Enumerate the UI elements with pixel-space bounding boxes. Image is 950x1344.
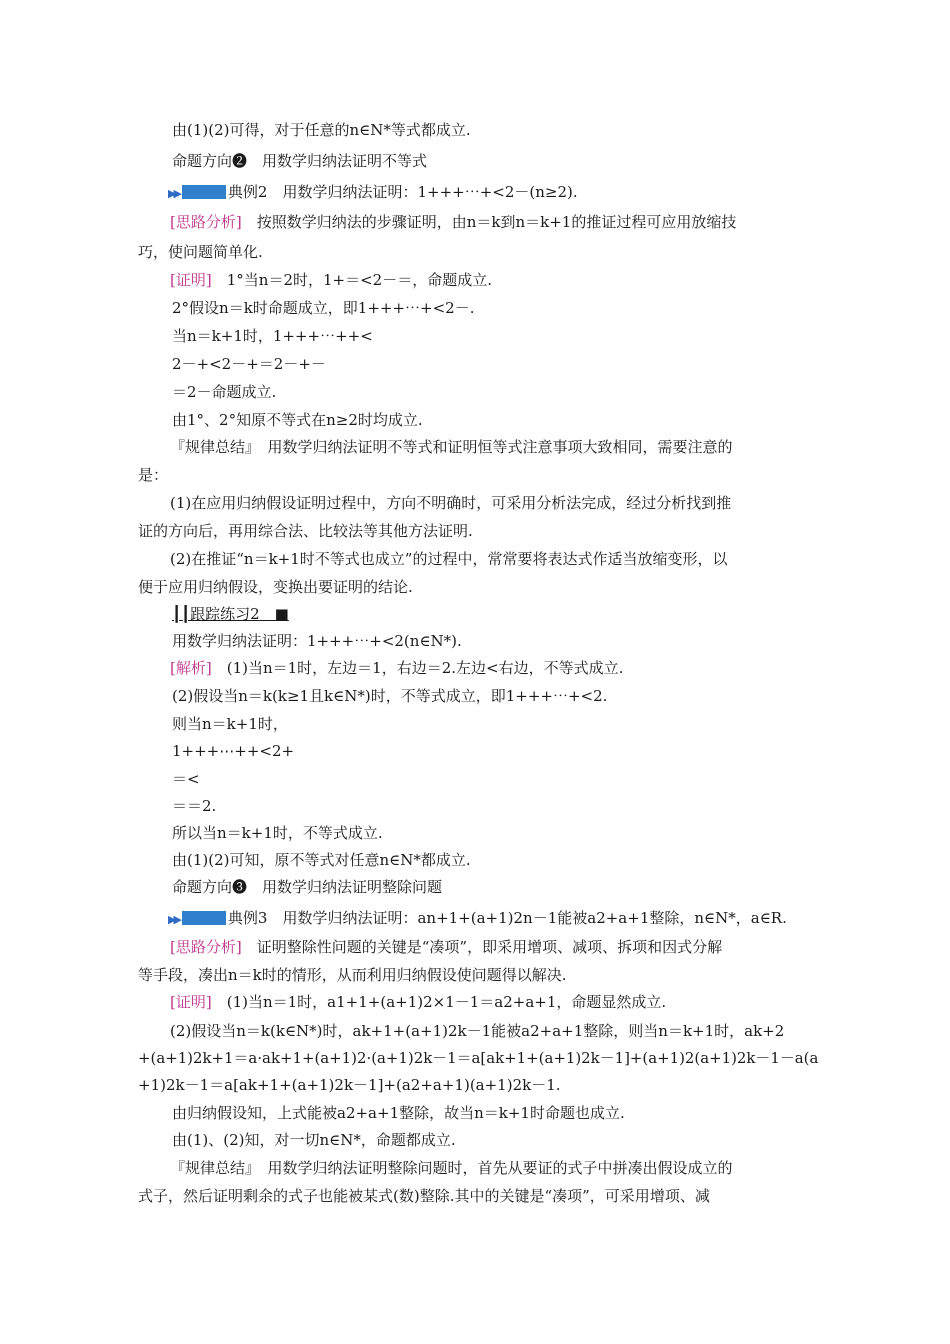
- text-line: 式子，然后证明剩余的式子也能被某式(数)整除.其中的关键是“凑项”，可采用增项、减: [138, 1187, 710, 1205]
- proof-tag: [证明]: [170, 271, 212, 289]
- analysis-paragraph: [思路分析] 证明整除性问题的关键是“凑项”，即采用增项、减项、拆项和因式分解: [170, 938, 723, 956]
- analysis-tag: [思路分析]: [170, 938, 242, 956]
- text-line: 由(1)、(2)知，对一切n∈N*，命题都成立.: [172, 1131, 456, 1149]
- text-line: ＝＝2.: [172, 797, 217, 815]
- proof-tag: [证明]: [170, 993, 212, 1011]
- example-badge-icon: ▶▶: [168, 908, 228, 930]
- text-line: 等手段，凑出n＝k时的情形，从而利用归纳假设使问题得以解决.: [138, 966, 567, 984]
- proof-line: [证明] (1)当n＝1时，a1+1+(a+1)2×1－1＝a2+a+1，命题显然成立.: [170, 993, 667, 1011]
- square-icon: ■: [274, 605, 289, 623]
- text-line: 2－+<2－+＝2－+－: [172, 355, 326, 373]
- text-line: 由(1)(2)可知，原不等式对任意n∈N*都成立.: [172, 851, 471, 869]
- text-line: 2°假设n＝k时命题成立，即1+++⋯+<2－.: [172, 299, 475, 317]
- text-line: 所以当n＝k+1时，不等式成立.: [172, 824, 383, 842]
- text-line: 巧，使问题简单化.: [138, 243, 263, 261]
- text-line: 由1°、2°知原不等式在n≥2时均成立.: [172, 411, 423, 429]
- summary-paragraph: 『规律总结』 用数学归纳法证明不等式和证明恒等式注意事项大致相同，需要注意的: [170, 438, 733, 456]
- text-line: 1+++⋯++<2+: [172, 742, 295, 760]
- text-line: +1)2k－1＝a[ak+1+(a+1)2k－1]+(a2+a+1)(a+1)2k－1.: [138, 1076, 561, 1094]
- analysis-paragraph: [思路分析] 按照数学归纳法的步骤证明，由n＝k到n＝k+1的推证过程可应用放缩技: [170, 213, 737, 231]
- summary-tag: 『规律总结』: [170, 438, 253, 456]
- text-line: 由归纳假设知，上式能被a2+a+1整除，故当n＝k+1时命题也成立.: [172, 1104, 625, 1122]
- example-heading: ▶▶ 典例2 用数学归纳法证明：1+++⋯+<2－(n≥2).: [168, 182, 578, 204]
- text-line: 用数学归纳法证明：1+++⋯+<2(n∈N*).: [172, 632, 462, 650]
- section-heading: 命题方向❸ 用数学归纳法证明整除问题: [172, 878, 443, 896]
- example-heading: ▶▶ 典例3 用数学归纳法证明：an+1+(a+1)2n－1能被a2+a+1整除，n∈N*，a∈R.: [168, 908, 787, 930]
- text-line: (2)假设当n＝k(k≥1且k∈N*)时，不等式成立，即1+++⋯+<2.: [172, 687, 608, 705]
- text-line: (2)在推证“n＝k+1时不等式也成立”的过程中，常常要将表达式作适当放缩变形，以: [170, 550, 728, 568]
- practice-heading: ┃┃跟踪练习2 ■: [172, 605, 289, 623]
- text-line: ＝<: [172, 770, 200, 788]
- solution-tag: [解析]: [170, 659, 212, 677]
- text-line: (1)在应用归纳假设证明过程中，方向不明确时，可采用分析法完成，经过分析找到推: [170, 494, 732, 512]
- section-heading: 命题方向❷ 用数学归纳法证明不等式: [172, 152, 428, 170]
- text-line: (2)假设当n＝k(k∈N*)时，ak+1+(a+1)2k－1能被a2+a+1整除，则当n＝k+1时，ak+2: [170, 1022, 785, 1040]
- text-line: 当n＝k+1时，1+++⋯++<: [172, 327, 373, 345]
- text-line: 便于应用归纳假设，变换出要证明的结论.: [138, 578, 413, 596]
- analysis-tag: [思路分析]: [170, 213, 242, 231]
- proof-line: [证明] 1°当n＝2时，1+＝<2－＝，命题成立.: [170, 271, 492, 289]
- text-line: 则当n＝k+1时，: [172, 715, 288, 733]
- solution-line: [解析] (1)当n＝1时，左边＝1，右边＝2.左边<右边，不等式成立.: [170, 659, 624, 677]
- summary-tag: 『规律总结』: [170, 1159, 253, 1177]
- text-line: ＝2－命题成立.: [172, 383, 277, 401]
- text-line: 证的方向后，再用综合法、比较法等其他方法证明.: [138, 522, 473, 540]
- text-line: 由(1)(2)可得，对于任意的n∈N*等式都成立.: [172, 121, 471, 139]
- example-badge-icon: ▶▶: [168, 182, 228, 204]
- text-line: 是：: [138, 466, 169, 484]
- text-line: +(a+1)2k+1＝a·ak+1+(a+1)2·(a+1)2k－1＝a[ak+1+(a+1)2k－1]+(a+1)2(a+1)2k－1－a(a: [138, 1049, 819, 1067]
- bars-icon: ┃┃: [172, 605, 191, 623]
- summary-paragraph: 『规律总结』 用数学归纳法证明整除问题时，首先从要证的式子中拼凑出假设成立的: [170, 1159, 733, 1177]
